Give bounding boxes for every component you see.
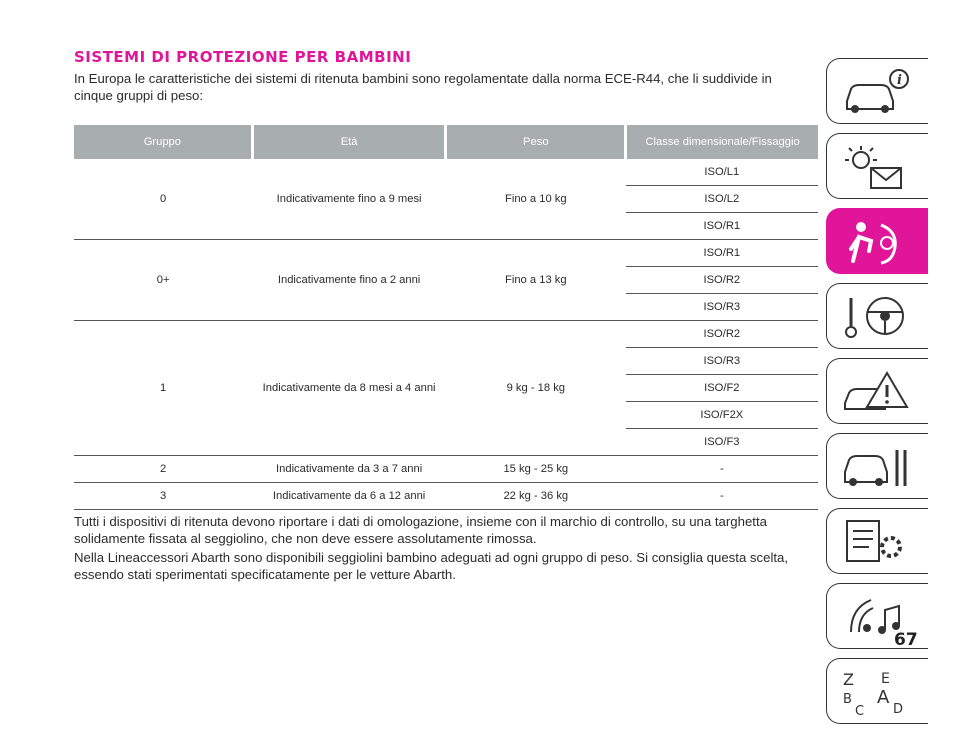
cell-classe: ISO/R3 <box>626 294 818 321</box>
tab-car-info[interactable] <box>826 58 928 124</box>
cell-classe: ISO/L1 <box>626 159 818 186</box>
tab-maintenance[interactable] <box>826 433 928 499</box>
svg-text:A: A <box>877 687 890 708</box>
cell-eta: Indicativamente da 3 a 7 anni <box>252 456 446 483</box>
svg-text:E: E <box>881 671 890 687</box>
section-title: SISTEMI DI PROTEZIONE PER BAMBINI <box>74 48 412 66</box>
svg-text:B: B <box>843 692 852 707</box>
cell-gruppo: 3 <box>74 483 252 510</box>
table-row <box>74 321 818 348</box>
svg-text:Z: Z <box>843 670 854 689</box>
maintenance-icon <box>841 442 911 492</box>
cell-classe: ISO/F3 <box>626 429 818 456</box>
footer-paragraph: Tutti i dispositivi di ritenuta devono riportare i dati di omologazione, insieme con il marchio di controllo, su una targhetta solidamente fissata al seggiolino, che non deve essere assolutamente rimossa. <box>74 514 767 546</box>
cell-classe: - <box>626 483 818 510</box>
table-row <box>74 483 818 510</box>
tab-seat-safety[interactable] <box>826 208 928 274</box>
header-eta: Età <box>252 125 446 159</box>
header-classe: Classe dimensionale/Fissaggio <box>626 125 818 159</box>
cell-peso: Fino a 13 kg <box>446 240 626 321</box>
cell-peso: 15 kg - 25 kg <box>446 456 626 483</box>
cell-peso: 22 kg - 36 kg <box>446 483 626 510</box>
cell-peso: 9 kg - 18 kg <box>446 321 626 456</box>
svg-text:C: C <box>855 704 865 717</box>
table-body <box>74 159 818 510</box>
child-seat-table <box>74 125 818 510</box>
intro-paragraph: In Europa le caratteristiche dei sistemi di ritenuta bambini sono regolamentate dalla norma ECE-R44, che li suddivide in cinque gruppi di peso: <box>74 71 772 103</box>
technical-data-icon <box>841 517 911 567</box>
tab-key-steering[interactable] <box>826 283 928 349</box>
header-gruppo: Gruppo <box>74 125 252 159</box>
cell-classe: ISO/R2 <box>626 321 818 348</box>
cell-classe: ISO/R2 <box>626 267 818 294</box>
key-steering-icon <box>841 292 911 342</box>
table-row <box>74 240 818 267</box>
warning-lights-icon <box>841 142 911 192</box>
cell-classe: ISO/L2 <box>626 186 818 213</box>
cell-classe: - <box>626 456 818 483</box>
cell-gruppo: 2 <box>74 456 252 483</box>
cell-classe: ISO/F2X <box>626 402 818 429</box>
car-info-icon <box>841 67 911 117</box>
cell-classe: ISO/R3 <box>626 348 818 375</box>
seat-safety-icon <box>841 217 911 267</box>
cell-eta: Indicativamente da 6 a 12 anni <box>252 483 446 510</box>
footer-text <box>74 513 814 585</box>
cell-gruppo: 1 <box>74 321 252 456</box>
page-number: 67 <box>894 630 918 650</box>
tab-index[interactable] <box>826 658 928 724</box>
index-icon <box>841 667 911 717</box>
header-peso: Peso <box>446 125 626 159</box>
cell-peso: Fino a 10 kg <box>446 159 626 240</box>
svg-text:D: D <box>893 702 904 717</box>
tab-emergency[interactable] <box>826 358 928 424</box>
svg-text:i: i <box>897 73 902 88</box>
footer-paragraph: Nella Lineaccessori Abarth sono disponibili seggiolini bambino adeguati ad ogni gruppo di peso. Si consiglia questa scelta, essendo stati sperimentati specificatamente per le vetture Abarth. <box>74 550 789 582</box>
table-row <box>74 159 818 186</box>
tab-technical-data[interactable] <box>826 508 928 574</box>
cell-classe: ISO/R1 <box>626 213 818 240</box>
emergency-icon <box>841 367 911 417</box>
cell-classe: ISO/F2 <box>626 375 818 402</box>
table-row <box>74 456 818 483</box>
table-header-row <box>74 125 818 159</box>
cell-eta: Indicativamente fino a 9 mesi <box>252 159 446 240</box>
cell-eta: Indicativamente fino a 2 anni <box>252 240 446 321</box>
cell-gruppo: 0 <box>74 159 252 240</box>
tab-warning-lights[interactable] <box>826 133 928 199</box>
cell-gruppo: 0+ <box>74 240 252 321</box>
cell-classe: ISO/R1 <box>626 240 818 267</box>
cell-eta: Indicativamente da 8 mesi a 4 anni <box>252 321 446 456</box>
